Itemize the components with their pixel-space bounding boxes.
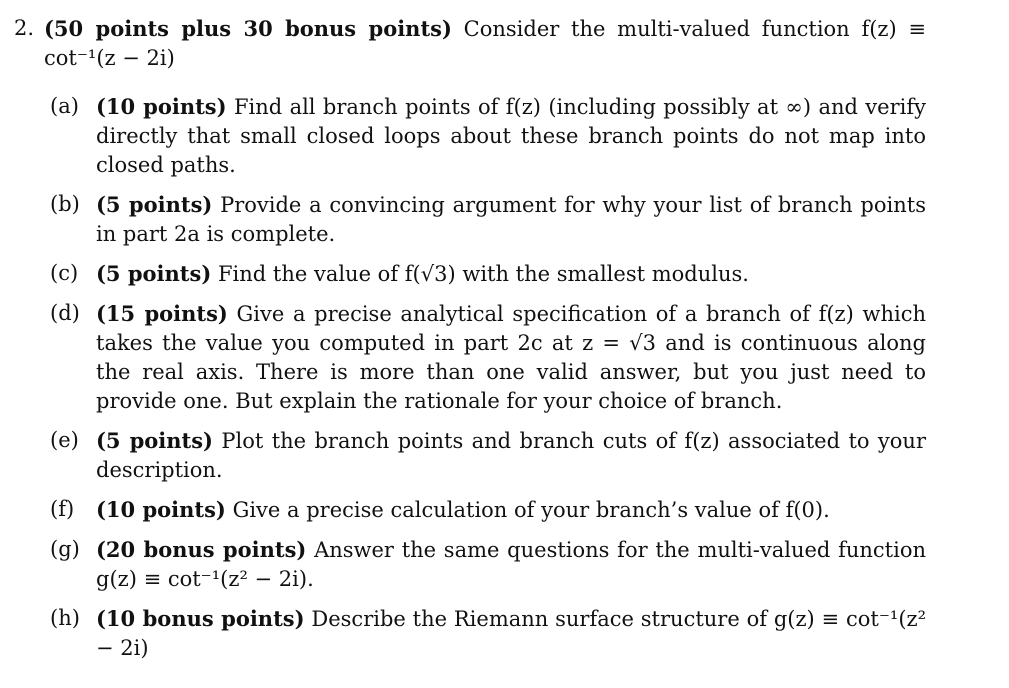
part-label: (e) — [50, 428, 79, 452]
part-text: Find all branch points of f(z) (including possibly at ∞) and verify directly that small closed loops about these branch points do not map into closed paths. — [96, 95, 926, 177]
part-h — [50, 604, 926, 663]
part-text: Answer the same questions for the multi-valued function g(z) ≡ cot⁻¹(z² − 2i). — [96, 538, 926, 591]
part-text: Find the value of f(√3) with the smallest modulus. — [217, 262, 749, 286]
part-f — [50, 495, 926, 525]
part-points: (10 bonus points) — [96, 606, 305, 631]
part-d — [50, 299, 926, 416]
part-text: Give a precise analytical specification of a branch of f(z) which takes the value you computed in part 2c at z = √3 and is continuous along the real axis. There is more than one valid answer, but you just need to provide one. But explain the rationale for your choice of branch. — [96, 302, 926, 413]
part-text: Plot the branch points and branch cuts of f(z) associated to your description. — [96, 429, 926, 482]
part-text: Give a precise calculation of your branch’s value of f(0). — [232, 498, 830, 522]
part-label: (h) — [50, 606, 80, 630]
problem-parts — [50, 92, 926, 673]
part-e — [50, 426, 926, 485]
part-text-block — [96, 535, 926, 594]
part-points: (20 bonus points) — [96, 537, 307, 562]
part-points: (10 points) — [96, 94, 227, 119]
part-text-block — [96, 495, 926, 525]
part-text-block — [96, 190, 926, 249]
part-label: (a) — [50, 94, 79, 118]
problem-header — [14, 14, 926, 73]
part-text-block — [96, 426, 926, 485]
part-points: (5 points) — [96, 261, 212, 286]
part-text-block — [96, 604, 926, 663]
part-label: (c) — [50, 261, 79, 285]
part-label: (f) — [50, 497, 75, 521]
part-c — [50, 259, 926, 289]
part-text-block — [96, 259, 926, 289]
part-text: Provide a convincing argument for why your list of branch points in part 2a is complete. — [96, 193, 926, 246]
part-points: (5 points) — [96, 192, 213, 217]
part-a — [50, 92, 926, 180]
part-text-block — [96, 92, 926, 180]
part-text: Describe the Riemann surface structure of g(z) ≡ cot⁻¹(z² − 2i) — [96, 607, 926, 660]
part-b — [50, 190, 926, 249]
problem-text: Consider the multi-valued function f(z) ≡ cot⁻¹(z − 2i) — [44, 17, 926, 70]
problem-statement — [14, 14, 926, 73]
part-label: (b) — [50, 192, 80, 216]
part-points: (10 points) — [96, 497, 226, 522]
problem-text-block — [44, 14, 926, 73]
part-text-block — [96, 299, 926, 416]
problem-points: (50 points plus 30 bonus points) — [44, 16, 452, 41]
part-g — [50, 535, 926, 594]
part-points: (5 points) — [96, 428, 213, 453]
part-label: (g) — [50, 537, 80, 561]
part-points: (15 points) — [96, 301, 228, 326]
part-label: (d) — [50, 301, 80, 325]
problem-number: 2. — [14, 16, 35, 40]
